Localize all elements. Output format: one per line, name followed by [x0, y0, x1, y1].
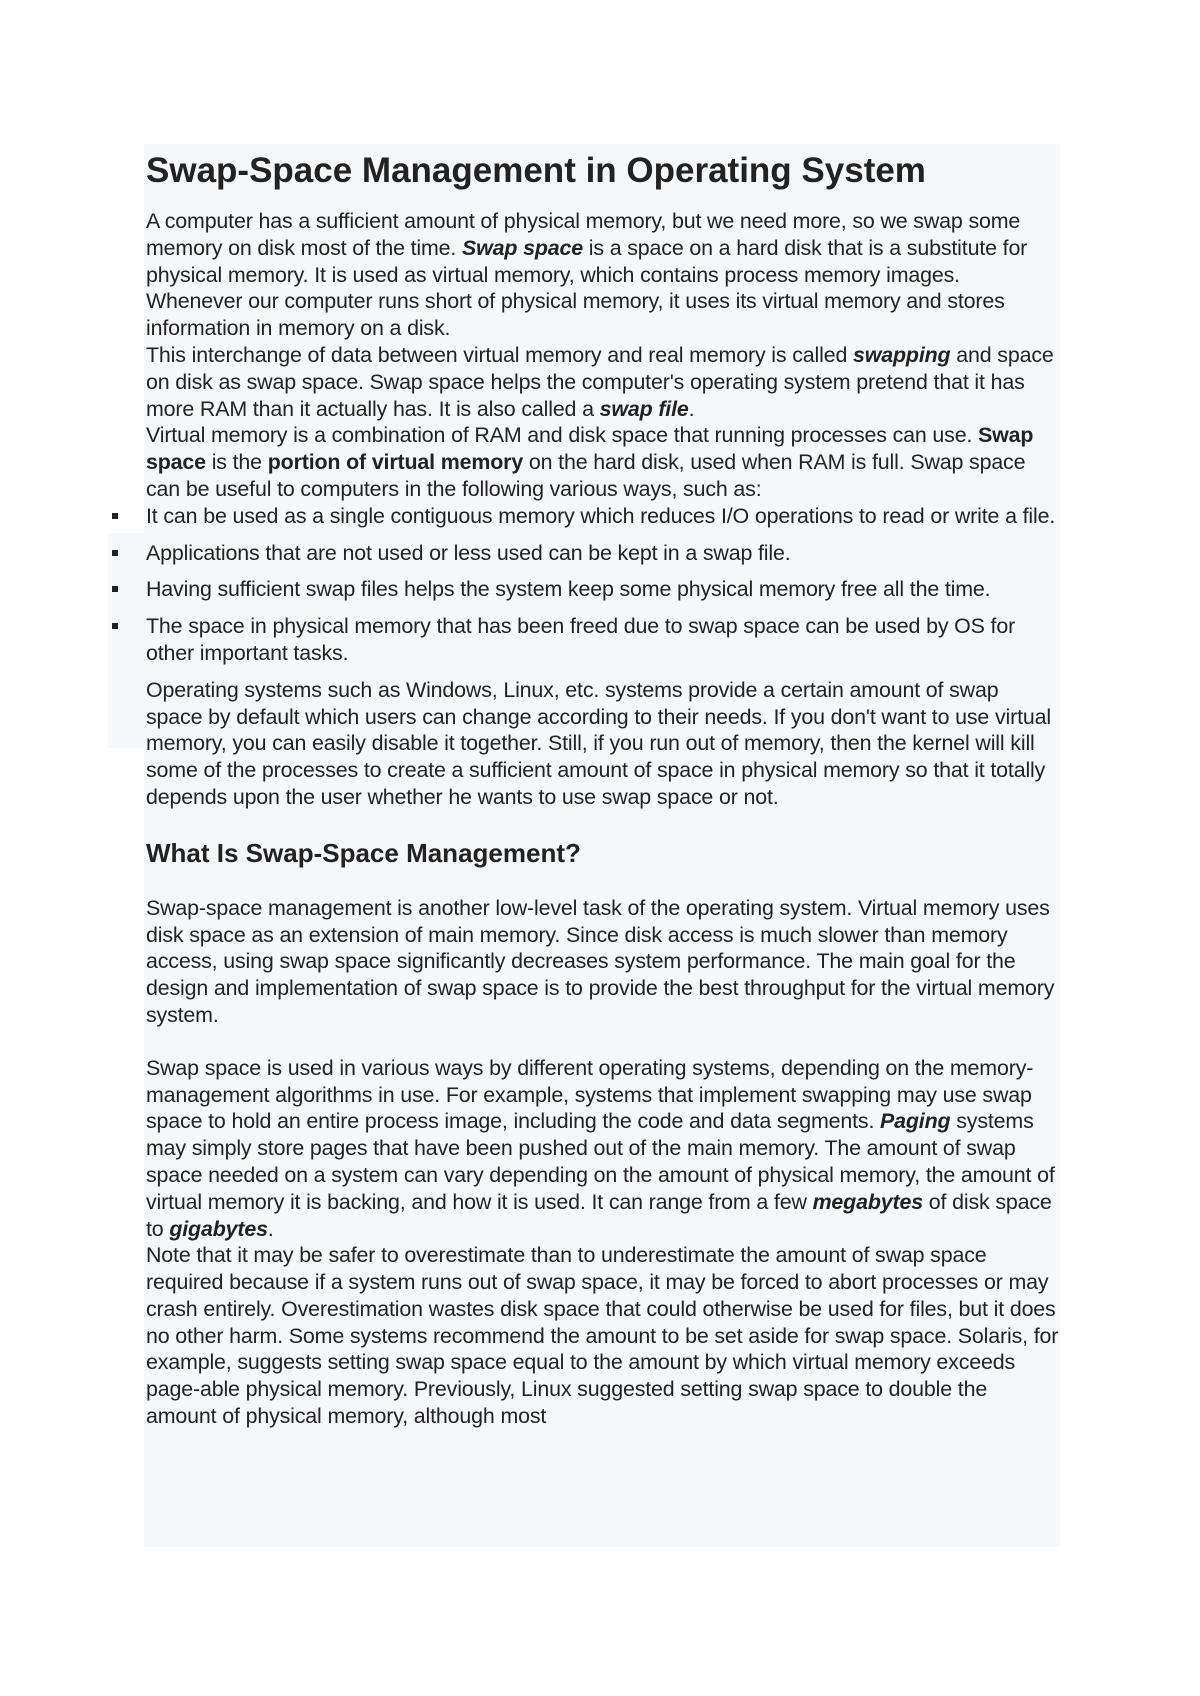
emphasis-term: swap file: [599, 396, 689, 421]
intro-paragraph-1: A computer has a sufficient amount of physical memory, but we need more, so we swap some memory on disk most of the time. Swap space is a space on a hard disk that is a substitute for physical memory. It is used as virtual memory, which contains process memory images. Whenever our computer runs short of physical memory, it uses its virtual memory and stores information in memory on a disk.: [146, 209, 1028, 341]
section-paragraph-1: Swap-space management is another low-level task of the operating system. Virtual memory uses disk space as an extension of main memory. Since disk access is much slower than memory access, using swap space significantly decreases system performance. The main goal for the design and implementation of swap space is to provide the best throughput for the virtual memory system.: [146, 895, 1055, 1027]
emphasis-term: Swap space: [146, 423, 1034, 475]
bullet-square-icon: [112, 586, 118, 592]
bullet-square-icon: [112, 513, 118, 519]
benefits-list: [146, 503, 1060, 667]
section-paragraph-3: Note that it may be safer to overestimate than to underestimate the amount of swap space required because if a system runs out of swap space, it may be forced to abort processes or may crash entirely. Overestimation wastes disk space that could otherwise be used for files, but it does no other harm. Some systems recommend the amount to be set aside for swap space. Solaris, for example, suggests setting swap space equal to the amount by which virtual memory exceeds page-able physical memory. Previously, Linux suggested setting swap space to double the amount of physical memory, although most: [146, 1243, 1059, 1429]
emphasis-term: Paging: [880, 1109, 951, 1134]
after-list-paragraph: Operating systems such as Windows, Linux, etc. systems provide a certain amount of swap space by default which users can change according to their needs. If you don't want to use virtual memory, you can easily disable it together. Still, if you run out of memory, then the kernel will kill some of the processes to create a sufficient amount of space in physical memory so that it totally depends upon the user whether he wants to use swap space or not.: [146, 677, 1051, 809]
emphasis-term: gigabytes: [169, 1216, 268, 1241]
bullet-gutter-background: [108, 533, 148, 748]
bullet-square-icon: [112, 550, 118, 556]
section-paragraph-2: Swap space is used in various ways by different operating systems, depending on the memory-management algorithms in use. For example, systems that implement swapping may use swap space to hold an entire process image, including the code and data segments. Paging systems may simply store pages that have been pushed out of the main memory. The amount of swap space needed on a system can vary depending on the amount of physical memory, the amount of virtual memory it is backing, and how it is used. It can range from a few megabytes of disk space to gigabytes.: [146, 1055, 1055, 1241]
section-heading: What Is Swap-Space Management?: [146, 837, 581, 868]
emphasis-term: portion of virtual memory: [267, 450, 524, 475]
bullet-square-icon: [112, 623, 118, 629]
list-item: Applications that are not used or less used can be kept in a swap file.: [146, 540, 1060, 567]
list-item: The space in physical memory that has been freed due to swap space can be used by OS for other important tasks.: [146, 613, 1060, 667]
intro-paragraph-3: Virtual memory is a combination of RAM and disk space that running processes can use. Swap space is the portion of virtual memory on the hard disk, used when RAM is full. Swap space can be useful to computers in the following various ways, such as:: [146, 423, 1034, 501]
list-item: It can be used as a single contiguous memory which reduces I/O operations to read or write a file.: [146, 503, 1060, 530]
emphasis-term: megabytes: [812, 1189, 923, 1214]
document-body: [146, 144, 1060, 1430]
intro-paragraph-2: This interchange of data between virtual memory and real memory is called swapping and space on disk as swap space. Swap space helps the computer's operating system pretend that it has more RAM than it actually has. It is also called a swap file.: [146, 342, 1054, 421]
page-title: Swap-Space Management in Operating System: [146, 151, 926, 190]
emphasis-term: swapping: [853, 342, 951, 367]
list-item: Having sufficient swap files helps the system keep some physical memory free all the time.: [146, 576, 1060, 603]
emphasis-term: Swap space: [462, 235, 583, 260]
